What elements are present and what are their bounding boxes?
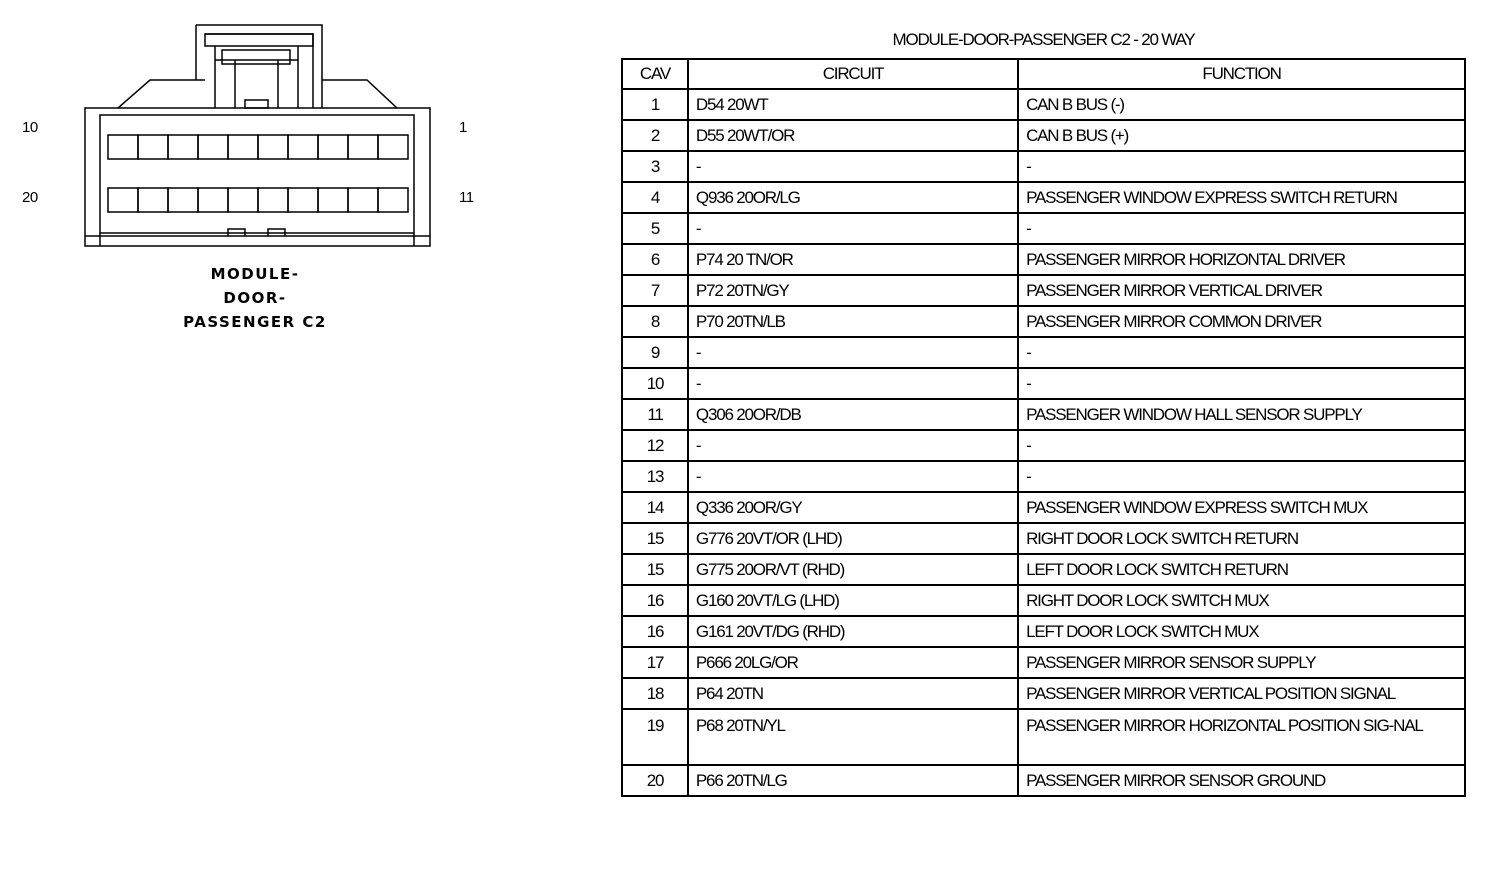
cav-cell: 16 <box>622 585 688 616</box>
connector-cavity <box>168 188 198 212</box>
cav-cell: 5 <box>622 213 688 244</box>
connector-cavity <box>348 188 378 212</box>
table-body <box>622 89 1465 796</box>
header-function: FUNCTION <box>1018 59 1465 89</box>
table-row <box>622 244 1465 275</box>
function-cell: PASSENGER MIRROR VERTICAL DRIVER <box>1018 275 1465 306</box>
connector-cavity <box>138 135 168 159</box>
connector-shoulder-left <box>118 80 196 108</box>
table-row <box>622 120 1465 151</box>
cav-cell: 8 <box>622 306 688 337</box>
table-row <box>622 337 1465 368</box>
table-row <box>622 678 1465 709</box>
pin-label-20: 20 <box>22 189 38 206</box>
connector-latch-slot <box>245 100 268 108</box>
cav-cell: 9 <box>622 337 688 368</box>
function-cell: PASSENGER WINDOW EXPRESS SWITCH MUX <box>1018 492 1465 523</box>
table-row <box>622 213 1465 244</box>
table-row <box>622 151 1465 182</box>
table-title: MODULE-DOOR-PASSENGER C2 - 20 WAY <box>892 30 1195 49</box>
table-row <box>622 182 1465 213</box>
circuit-cell: G775 20OR/VT (RHD) <box>688 554 1018 585</box>
connector-latch-inner <box>215 46 298 108</box>
cav-cell: 17 <box>622 647 688 678</box>
cav-cell: 13 <box>622 461 688 492</box>
connector-cavity <box>198 135 228 159</box>
cav-cell: 15 <box>622 554 688 585</box>
connector-name-line-3: PASSENGER C2 <box>183 313 327 331</box>
table-row <box>622 430 1465 461</box>
cav-cell: 3 <box>622 151 688 182</box>
connector-cavity <box>318 135 348 159</box>
function-cell: - <box>1018 337 1465 368</box>
function-cell: PASSENGER WINDOW EXPRESS SWITCH RETURN <box>1018 182 1465 213</box>
circuit-cell: - <box>688 430 1018 461</box>
table-row <box>622 616 1465 647</box>
table-row <box>622 709 1465 765</box>
function-cell: - <box>1018 368 1465 399</box>
function-cell: PASSENGER MIRROR HORIZONTAL POSITION SIG-NAL <box>1018 709 1465 765</box>
cav-cell: 11 <box>622 399 688 430</box>
circuit-cell: - <box>688 213 1018 244</box>
cav-cell: 18 <box>622 678 688 709</box>
cav-cell: 19 <box>622 709 688 765</box>
function-cell: PASSENGER WINDOW HALL SENSOR SUPPLY <box>1018 399 1465 430</box>
table-row <box>622 765 1465 796</box>
connector-shoulder-right <box>322 80 397 108</box>
circuit-cell: P74 20 TN/OR <box>688 244 1018 275</box>
cav-cell: 2 <box>622 120 688 151</box>
connector-name <box>150 262 360 334</box>
function-cell: RIGHT DOOR LOCK SWITCH MUX <box>1018 585 1465 616</box>
cav-cell: 4 <box>622 182 688 213</box>
connector-cavity <box>168 135 198 159</box>
table-row <box>622 492 1465 523</box>
connector-name-line-1: MODULE- <box>210 265 300 283</box>
function-cell: CAN B BUS (+) <box>1018 120 1465 151</box>
function-cell: PASSENGER MIRROR SENSOR GROUND <box>1018 765 1465 796</box>
connector-cavity <box>318 188 348 212</box>
connector-cavity <box>378 188 408 212</box>
header-cav: CAV <box>622 59 688 89</box>
function-cell: RIGHT DOOR LOCK SWITCH RETURN <box>1018 523 1465 554</box>
connector-cavity <box>228 135 258 159</box>
table-row <box>622 368 1465 399</box>
circuit-cell: P68 20TN/YL <box>688 709 1018 765</box>
circuit-cell: P64 20TN <box>688 678 1018 709</box>
circuit-cell: P66 20TN/LG <box>688 765 1018 796</box>
function-cell: PASSENGER MIRROR COMMON DRIVER <box>1018 306 1465 337</box>
connector-cavity <box>198 188 228 212</box>
circuit-cell: Q336 20OR/GY <box>688 492 1018 523</box>
cav-cell: 7 <box>622 275 688 306</box>
cav-cell: 1 <box>622 89 688 120</box>
circuit-cell: D54 20WT <box>688 89 1018 120</box>
cav-cell: 20 <box>622 765 688 796</box>
connector-cavity <box>258 135 288 159</box>
connector-cavity <box>108 135 138 159</box>
circuit-cell: P72 20TN/GY <box>688 275 1018 306</box>
circuit-cell: G776 20VT/OR (LHD) <box>688 523 1018 554</box>
cav-cell: 16 <box>622 616 688 647</box>
function-cell: PASSENGER MIRROR HORIZONTAL DRIVER <box>1018 244 1465 275</box>
pin-label-11: 11 <box>459 189 474 206</box>
function-cell: - <box>1018 430 1465 461</box>
function-cell: - <box>1018 213 1465 244</box>
circuit-cell: - <box>688 337 1018 368</box>
circuit-cell: Q936 20OR/LG <box>688 182 1018 213</box>
connector-cavity <box>288 135 318 159</box>
circuit-cell: P666 20LG/OR <box>688 647 1018 678</box>
cav-cell: 14 <box>622 492 688 523</box>
connector-body-inner <box>100 115 414 233</box>
table-row <box>622 306 1465 337</box>
connector-cavity <box>288 188 318 212</box>
function-cell: PASSENGER MIRROR SENSOR SUPPLY <box>1018 647 1465 678</box>
cav-cell: 10 <box>622 368 688 399</box>
circuit-cell: - <box>688 151 1018 182</box>
connector-cavity <box>348 135 378 159</box>
table-row <box>622 89 1465 120</box>
table-row <box>622 399 1465 430</box>
connector-name-line-2: DOOR- <box>223 289 287 307</box>
circuit-cell: Q306 20OR/DB <box>688 399 1018 430</box>
connector-cavity <box>108 188 138 212</box>
connector-cavity <box>378 135 408 159</box>
circuit-cell: - <box>688 368 1018 399</box>
connector-latch-top <box>205 34 313 46</box>
circuit-cell: G160 20VT/LG (LHD) <box>688 585 1018 616</box>
cav-cell: 6 <box>622 244 688 275</box>
circuit-cell: G161 20VT/DG (RHD) <box>688 616 1018 647</box>
table-header-row <box>622 59 1465 89</box>
table-row <box>622 275 1465 306</box>
cav-cell: 12 <box>622 430 688 461</box>
cav-cell: 15 <box>622 523 688 554</box>
connector-body-bottom <box>85 229 430 246</box>
circuit-cell: P70 20TN/LB <box>688 306 1018 337</box>
function-cell: LEFT DOOR LOCK SWITCH RETURN <box>1018 554 1465 585</box>
function-cell: - <box>1018 461 1465 492</box>
connector-body <box>85 108 430 246</box>
circuit-cell: D55 20WT/OR <box>688 120 1018 151</box>
function-cell: LEFT DOOR LOCK SWITCH MUX <box>1018 616 1465 647</box>
function-cell: - <box>1018 151 1465 182</box>
table-row <box>622 647 1465 678</box>
connector-cavity <box>258 188 288 212</box>
pin-label-10: 10 <box>22 119 38 136</box>
header-circuit: CIRCUIT <box>688 59 1018 89</box>
pin-label-1: 1 <box>459 119 467 136</box>
table-row <box>622 554 1465 585</box>
connector-cavity <box>138 188 168 212</box>
connector-latch-tab <box>222 50 290 64</box>
table-row <box>622 585 1465 616</box>
table-row <box>622 461 1465 492</box>
circuit-cell: - <box>688 461 1018 492</box>
function-cell: PASSENGER MIRROR VERTICAL POSITION SIGNAL <box>1018 678 1465 709</box>
connector-cavity <box>228 188 258 212</box>
function-cell: CAN B BUS (-) <box>1018 89 1465 120</box>
pinout-table <box>621 58 1466 797</box>
table-row <box>622 523 1465 554</box>
